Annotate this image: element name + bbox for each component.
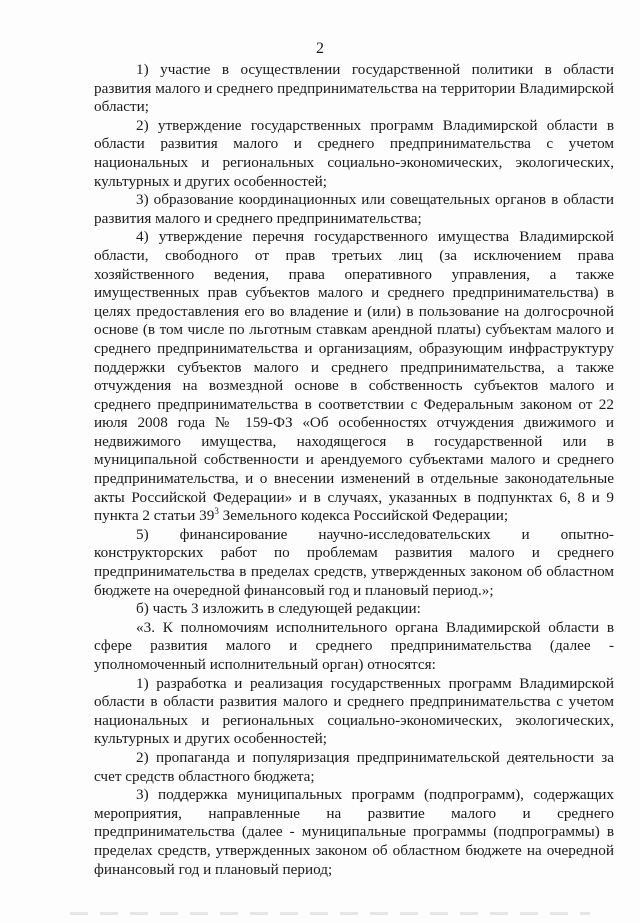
paragraph: 3) образование координационных или совещательных органов в области развития малого и среднего предпринимательства;: [94, 191, 614, 227]
paragraph: 5) финансирование научно-исследовательских и опытно-конструкторских работ по проблемам развития малого и среднего предпринимательства в пределах средств, утвержденных законом об областном бюджете на очередной финансовый год и плановый период.»;: [94, 525, 614, 599]
paragraph-tail: Земельного кодекса Российской Федерации;: [218, 507, 509, 525]
paragraph: «3. К полномочиям исполнительного органа Владимирской области в сфере развития малого и среднего предпринимательства (далее - уполномоченный исполнительный орган) относятся:: [94, 618, 614, 673]
paragraph-text: 4) утверждение перечня государственного имущества Владимирской области, свободного от прав третьих лиц (за исключением права хозяйственного ведения, права оперативного управления, а также имущественных прав субъектов малого и среднего предпринимательства) в целях предоставления его во владение и (или) в пользование на долгосрочной основе (в том числе по льготным ставкам арендной платы) субъектам малого и среднего предпринимательства и организациям, образующим инфраструктуру поддержки субъектов малого и среднего предпринимательства, а также отчуждения на возмездной основе в собственность субъектов малого и среднего предпринимательства в соответствии с Федеральным законом от 22 июля 2008 года № 159-ФЗ «Об особенностях отчуждения движимого и недвижимого имущества, находящегося в государственной или в муниципальной собственности и арендуемого субъектами малого и среднего предпринимательства, и о внесении изменений в отдельные законодательные акты Российской Федерации» и в случаях, указанных в подпунктах 6, 8 и 9 пункта 2 статьи 39: [94, 228, 614, 525]
page-number: 2: [316, 40, 324, 57]
paragraph: б) часть 3 изложить в следующей редакции:: [136, 600, 421, 618]
paragraph-land-code: [94, 228, 614, 526]
scan-artifact: [70, 912, 590, 915]
paragraph: 2) пропаганда и популяризация предпринимательской деятельности за счет средств областного бюджета;: [94, 748, 614, 785]
document-body: [94, 61, 614, 879]
paragraph: 1) участие в осуществлении государственной политики в области развития малого и среднего предпринимательства на территории Владимирской области;: [94, 61, 614, 116]
paragraph: 3) поддержка муниципальных программ (подпрограмм), содержащих мероприятия, направленные на развитие малого и среднего предпринимательства (далее - муниципальные программы (подпрограммы) в пределах средств, утвержденных законом об областном бюджете на очередной финансовый год и плановый период;: [94, 786, 614, 878]
paragraph: 2) утверждение государственных программ Владимирской области в области развития малого и среднего предпринимательства с учетом национальных и региональных социально-экономических, экологических, культурных и других особенностей;: [94, 116, 614, 190]
paragraph: 1) разработка и реализация государственных программ Владимирской области в области развития малого и среднего предпринимательства с учетом национальных и региональных социально-экономических, экологических, культурных и других особенностей;: [94, 674, 614, 748]
article-superscript: 3: [214, 506, 219, 517]
